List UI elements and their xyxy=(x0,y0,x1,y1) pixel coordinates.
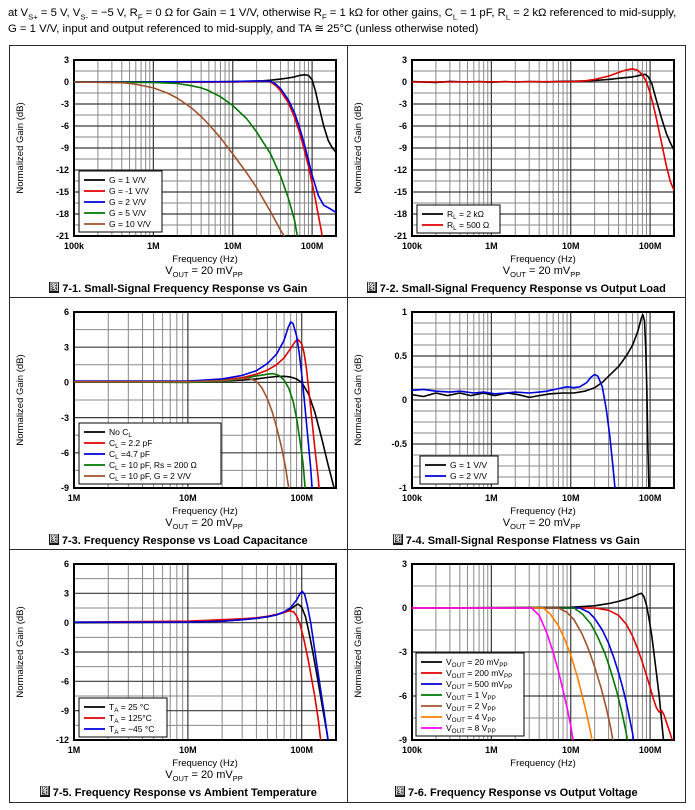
svg-text:6: 6 xyxy=(63,559,69,570)
svg-text:-9: -9 xyxy=(60,483,69,494)
svg-text:100M: 100M xyxy=(300,241,324,252)
svg-text:-3: -3 xyxy=(60,647,69,658)
svg-text:-9: -9 xyxy=(398,735,407,746)
svg-text:100M: 100M xyxy=(638,241,661,252)
svg-text:-9: -9 xyxy=(60,706,69,717)
svg-text:Normalized Gain (dB): Normalized Gain (dB) xyxy=(15,102,26,194)
svg-text:VOUT = 500 mVPP: $V_{OUT} = 500$ $mV_{PP}$ xyxy=(445,679,512,692)
svg-text:-12: -12 xyxy=(55,165,69,176)
svg-text:-12: -12 xyxy=(55,735,69,746)
chart-7-1 xyxy=(10,51,347,265)
svg-text:Normalized Gain (dB): Normalized Gain (dB) xyxy=(352,606,364,698)
svg-text:1M: 1M xyxy=(484,745,498,756)
figure-glyph-icon: 图 xyxy=(40,786,50,797)
figure-title-7-4 xyxy=(348,534,686,547)
chart-7-4 xyxy=(348,303,686,517)
svg-text:CL = 10 pF, Rs = 200 Ω: $C_L = 10$ pF, Rs = 200 Ω xyxy=(109,460,197,473)
svg-text:10M: 10M xyxy=(179,745,197,756)
svg-text:0: 0 xyxy=(401,603,407,614)
chart-condition-7-3: $V_{OUT} = 20$ $mV_{PP}$ xyxy=(165,517,243,532)
svg-text:10M: 10M xyxy=(179,493,197,504)
chart-7-5 xyxy=(10,555,347,769)
figure-cell-7-1 xyxy=(10,46,348,298)
svg-text:G = 5 V/V: G = 5 V/V xyxy=(109,208,147,219)
svg-text:-1: -1 xyxy=(398,483,407,494)
figure-glyph-icon: 图 xyxy=(367,282,377,293)
svg-text:100M: 100M xyxy=(290,493,313,504)
svg-text:100M: 100M xyxy=(290,745,313,756)
svg-text:-12: -12 xyxy=(393,165,407,176)
svg-text:No CL: No $C_L$ xyxy=(109,427,132,440)
chart-condition-7-1: $V_{OUT} = 20$ $mV_{PP}$ xyxy=(165,265,243,280)
svg-text:3: 3 xyxy=(401,55,407,66)
figure-glyph-icon: 图 xyxy=(49,534,59,545)
svg-text:-18: -18 xyxy=(393,209,407,220)
svg-text:1M: 1M xyxy=(67,745,81,756)
svg-text:VOUT = 200 mVPP: $V_{OUT} = 200$ $mV_{PP}$ xyxy=(445,668,512,681)
svg-text:G = 1 V/V: G = 1 V/V xyxy=(109,175,147,186)
svg-text:100M: 100M xyxy=(638,745,661,756)
svg-text:-3: -3 xyxy=(60,99,69,110)
svg-text:-3: -3 xyxy=(398,99,407,110)
svg-text:-0.5: -0.5 xyxy=(390,439,407,450)
svg-text:100M: 100M xyxy=(638,493,661,504)
svg-text:Frequency (Hz): Frequency (Hz) xyxy=(509,506,576,518)
svg-text:3: 3 xyxy=(63,588,69,599)
svg-text:RL = 500 Ω: $R_L = 500$ Ω xyxy=(446,220,489,233)
series-7-1 xyxy=(74,75,336,153)
svg-text:VOUT = 4 VPP: $V_{OUT} = 4$ $V_{PP}$ xyxy=(445,712,496,725)
chart-7-3 xyxy=(10,303,347,517)
svg-text:100k: 100k xyxy=(401,745,422,756)
svg-text:-21: -21 xyxy=(55,231,69,242)
svg-text:10M: 10M xyxy=(223,241,242,252)
svg-text:CL =4.7 pF: $C_L =4.7$ pF xyxy=(109,449,151,462)
svg-text:Frequency (Hz): Frequency (Hz) xyxy=(509,254,576,266)
figure-title-text: 7-1. Small-Signal Frequency Response vs Gain xyxy=(62,283,308,296)
plot-7-2 xyxy=(348,51,682,265)
svg-text:0: 0 xyxy=(63,618,69,629)
plot-7-6 xyxy=(348,555,682,769)
svg-text:Normalized Gain (dB): Normalized Gain (dB) xyxy=(352,102,364,194)
svg-text:Frequency (Hz): Frequency (Hz) xyxy=(172,506,238,518)
plot-7-4 xyxy=(348,303,682,517)
series-7-2 xyxy=(412,69,674,191)
svg-text:Normalized Gain (dB): Normalized Gain (dB) xyxy=(15,606,26,698)
svg-text:10M: 10M xyxy=(561,493,579,504)
svg-text:1M: 1M xyxy=(484,241,498,252)
chart-7-2 xyxy=(348,51,686,265)
svg-text:-15: -15 xyxy=(393,187,407,198)
figure-title-7-6 xyxy=(348,786,686,799)
plot-7-5 xyxy=(10,555,344,769)
svg-text:VOUT = 2 VPP: $V_{OUT} = 2$ $V_{PP}$ xyxy=(445,701,496,714)
svg-text:1M: 1M xyxy=(484,493,498,504)
svg-text:0: 0 xyxy=(401,77,407,88)
svg-text:100k: 100k xyxy=(401,493,422,504)
plot-7-1 xyxy=(10,51,344,265)
svg-text:-3: -3 xyxy=(398,647,407,658)
svg-text:G = -1 V/V: G = -1 V/V xyxy=(109,186,149,197)
svg-text:-9: -9 xyxy=(60,143,69,154)
svg-text:TA = 125°C: $T_A = 125^\circ C$ xyxy=(109,713,152,726)
svg-text:100k: 100k xyxy=(401,241,422,252)
svg-text:1: 1 xyxy=(401,307,407,318)
svg-text:Normalized Gain (dB): Normalized Gain (dB) xyxy=(15,354,26,446)
svg-text:Frequency (Hz): Frequency (Hz) xyxy=(509,758,576,770)
svg-text:G = 1 V/V: G = 1 V/V xyxy=(449,460,487,471)
series-7-2 xyxy=(412,74,674,150)
figure-title-7-2 xyxy=(348,282,686,295)
svg-text:-9: -9 xyxy=(398,143,407,154)
svg-text:-15: -15 xyxy=(55,187,69,198)
figure-glyph-icon: 图 xyxy=(393,534,403,545)
chart-condition-7-4: $V_{OUT} = 20$ $mV_{PP}$ xyxy=(502,517,581,532)
figure-title-text: 7-6. Frequency Response vs Output Voltage xyxy=(407,787,638,800)
figure-glyph-icon: 图 xyxy=(395,786,405,797)
chart-condition-7-5: $V_{OUT} = 20$ $mV_{PP}$ xyxy=(165,769,243,784)
svg-text:6: 6 xyxy=(63,307,69,318)
svg-text:-6: -6 xyxy=(60,121,69,132)
figure-glyph-icon: 图 xyxy=(49,282,59,293)
svg-text:-18: -18 xyxy=(55,209,69,220)
svg-text:0: 0 xyxy=(401,395,407,406)
svg-text:0: 0 xyxy=(63,377,69,388)
figure-cell-7-6 xyxy=(348,550,686,802)
svg-text:VOUT = 8 VPP: $V_{OUT} = 8$ $V_{PP}$ xyxy=(445,723,496,736)
svg-text:G = 2 V/V: G = 2 V/V xyxy=(109,197,147,208)
svg-text:10M: 10M xyxy=(561,241,579,252)
svg-text:Frequency (Hz): Frequency (Hz) xyxy=(172,758,238,770)
svg-text:Normalized Gain (dB): Normalized Gain (dB) xyxy=(352,354,364,446)
chart-condition-7-2: $V_{OUT} = 20$ $mV_{PP}$ xyxy=(502,265,581,280)
svg-text:Frequency (Hz): Frequency (Hz) xyxy=(172,254,238,266)
svg-text:VOUT = 20 mVPP: $V_{OUT} = 20$ $mV_{PP}$ xyxy=(445,657,508,670)
svg-text:CL = 10 pF, G = 2 V/V: $C_L = 10$ pF, G = 2 V/V xyxy=(109,471,191,484)
svg-text:G = 2 V/V: G = 2 V/V xyxy=(449,471,487,482)
figure-title-7-1 xyxy=(10,282,347,295)
chart-7-6 xyxy=(348,555,686,769)
svg-text:-6: -6 xyxy=(60,448,69,459)
figure-cell-7-4 xyxy=(348,298,686,550)
figure-cell-7-5 xyxy=(10,550,348,802)
svg-text:3: 3 xyxy=(63,55,69,66)
svg-text:100k: 100k xyxy=(63,241,85,252)
svg-text:G = 10 V/V: G = 10 V/V xyxy=(109,219,151,230)
svg-text:VOUT = 1 VPP: $V_{OUT} = 1$ $V_{PP}$ xyxy=(445,690,496,703)
svg-text:1M: 1M xyxy=(147,241,160,252)
svg-text:1M: 1M xyxy=(67,493,81,504)
figure-cell-7-3 xyxy=(10,298,348,550)
chart-condition-7-6 xyxy=(408,769,676,784)
svg-text:0: 0 xyxy=(63,77,69,88)
svg-text:-21: -21 xyxy=(393,231,407,242)
svg-text:10M: 10M xyxy=(561,745,579,756)
figure-cell-7-2 xyxy=(348,46,686,298)
svg-text:CL = 2.2 pF: $C_L = 2.2$ pF xyxy=(109,438,153,451)
svg-text:TA = 25 °C: $T_A = 25$ °C xyxy=(109,702,150,715)
svg-text:3: 3 xyxy=(401,559,407,570)
figure-title-text: 7-4. Small-Signal Response Flatness vs Gain xyxy=(405,535,640,548)
figure-title-7-3 xyxy=(10,534,347,547)
svg-text:RL = 2 kΩ: $R_L = 2$ kΩ xyxy=(446,209,484,222)
plot-7-3 xyxy=(10,303,344,517)
svg-text:TA = −45 °C: $T_A = -45$ °C xyxy=(109,724,155,737)
figure-title-7-5 xyxy=(10,786,347,799)
svg-text:0.5: 0.5 xyxy=(393,351,407,362)
figure-title-text: 7-5. Frequency Response vs Ambient Temperature xyxy=(52,787,317,800)
figure-title-text: 7-3. Frequency Response vs Load Capacitance xyxy=(61,535,308,548)
svg-text:-6: -6 xyxy=(398,691,407,702)
svg-text:-3: -3 xyxy=(60,412,69,423)
figure-title-text: 7-2. Small-Signal Frequency Response vs Output Load xyxy=(379,283,666,296)
test-conditions-text: at $V_{S+} = 5$ V, $V_{S-} = -5$ V, $R_F = 0$ Ω for Gain = 1 V/V, otherwise $R_F = 1$ kΩ for other gains, $C_L = 1$ pF, $R_L = 2$ kΩ referenced to mid-supply, G = 1 V/V, input and output referenced to mid-supply, and TA ≅ 25°C (unless otherwise noted) xyxy=(8,7,677,35)
svg-text:-6: -6 xyxy=(398,121,407,132)
svg-text:-6: -6 xyxy=(60,676,69,687)
figure-grid xyxy=(9,45,686,803)
svg-text:3: 3 xyxy=(63,342,69,353)
